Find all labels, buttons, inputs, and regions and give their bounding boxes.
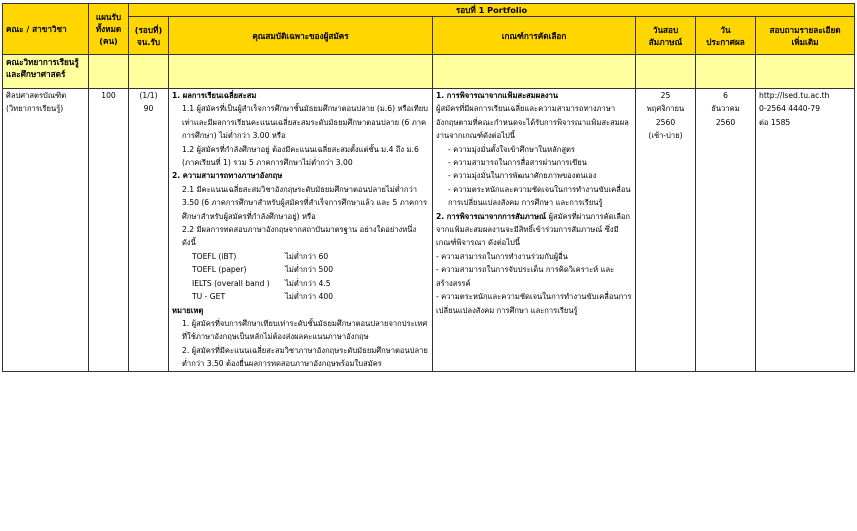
announce-date: 6 ธันวาคม 2560: [696, 89, 756, 372]
faculty-header: คณะ / สาขาวิชา: [3, 4, 89, 55]
faculty-name: คณะวิทยาการเรียนรู้ และศึกษาศาสตร์: [3, 55, 89, 89]
plan-count: 100: [89, 89, 129, 372]
seats-label: จน.รับ: [136, 36, 161, 47]
announce-date-header: วัน ประกาศผล: [696, 17, 756, 55]
plan-total-header: แผนรับ ทั้งหมด (คน): [89, 4, 129, 55]
faculty-section-row: [3, 55, 855, 89]
contact-header: สอบถามรายละเอียด เพิ่มเติม: [756, 17, 855, 55]
round-title-header: รอบที่ 1 Portfolio: [129, 4, 855, 17]
qual-heading-1: 1. ผลการเรียนเฉลี่ยสะสม: [172, 91, 257, 100]
interview-date: 25 พฤศจิกายน 2560 (เช้า-บ่าย): [636, 89, 696, 372]
qual-1-2: 1.2 ผู้สมัครที่กำลังศึกษาอยู่ ต้องมีคะแนนเฉลี่ยสะสมตั้งแต่ชั้น ม.4 ถึง ม.6 (ภาคเรียนที่ 1) รวม 5 ภาคการศึกษาไม่ต่ำกว่า 3.00: [182, 144, 419, 168]
score-test: TU - GET: [192, 292, 226, 302]
score-min: ไม่ต่ำกว่า 60: [285, 251, 329, 261]
score-min: ไม่ต่ำกว่า 4.5: [285, 278, 331, 288]
program-name: ศิลปศาสตรบัณฑิต (วิทยาการเรียนรู้): [3, 89, 89, 372]
criteria-2-item: - ความตระหนักและความชัดเจนในการทำงานขับเคลื่อนการเปลี่ยนแปลงสังคม การศึกษา และการเรียนรู้: [436, 292, 632, 315]
criteria-2-item: - ความสามารถในการทำงานร่วมกับผู้อื่น: [436, 251, 568, 261]
program-row: [3, 89, 855, 372]
round-value: (1/1): [139, 91, 158, 100]
note-2: 2. ผู้สมัครที่มีคะแนนเฉลี่ยสะสมวิชาภาษาอังกฤษระดับมัธยมศึกษาตอนปลายต่ำกว่า 3.50 ต้องยื่นผลการทดสอบภาษาอังกฤษพร้อมใบสมัคร: [182, 345, 428, 369]
qualifications-header: คุณสมบัติเฉพาะของผู้สมัคร: [169, 17, 433, 55]
qual-2-1: 2.1 มีคะแนนเฉลี่ยสะสมวิชาอังกฤษระดับมัธยมศึกษาตอนปลายไม่ต่ำกว่า 3.50 (6 ภาคการศึกษาสำหรับผู้สมัครที่สำเร็จการศึกษาแล้ว และ 5 ภาคการศึกษาสำหรับผู้สมัครที่กำลังศึกษาอยู่) หรือ: [182, 184, 428, 221]
score-test: TOEFL (paper): [192, 265, 247, 275]
score-row: [172, 290, 429, 303]
note-title: หมายเหตุ: [172, 305, 204, 315]
qualifications-cell: [169, 89, 433, 372]
criteria-cell: [433, 89, 636, 372]
seats-value: 90: [143, 104, 154, 114]
admission-table: [2, 3, 855, 372]
contact-info: http://lsed.tu.ac.th 0-2564 4440-79 ต่อ 1585: [756, 89, 855, 372]
criteria-2-intro: ผู้สมัครที่ผ่านการคัดเลือกจากแฟ้มสะสมผลงานจะมีสิทธิ์เข้าร่วมการสัมภาษณ์ ซึ่งมีเกณฑ์พิจารณา ดังต่อไปนี้: [436, 211, 631, 248]
score-test: TOEFL (iBT): [192, 251, 237, 261]
criteria-heading-2: 2. การพิจารณาจากการสัมภาษณ์: [436, 211, 547, 221]
criteria-2-item: - ความสามารถในการจับประเด็น การคิดวิเคราะห์ และสร้างสรรค์: [436, 265, 615, 288]
criteria-1-item: - ความมุ่งมั่นตั้งใจเข้าศึกษาในหลักสูตร: [448, 144, 576, 154]
criteria-1-item: - ความตระหนักและความชัดเจนในการทำงานขับเคลื่อนการเปลี่ยนแปลงสังคม การศึกษา และการเรียนรู้: [448, 184, 631, 208]
criteria-1-item: - ความมุ่งมั่นในการพัฒนาศักยภาพของตนเอง: [448, 171, 597, 181]
qual-1-1: 1.1 ผู้สมัครที่เป็นผู้สำเร็จการศึกษาชั้นมัธยมศึกษาตอนปลาย (ม.6) หรือเทียบเท่าและมีผลการเรียนคะแนนเฉลี่ยสะสมระดับมัธยมศึกษาตอนปลาย (6 ภาคการศึกษา) ไม่ต่ำกว่า 3.00 หรือ: [182, 104, 428, 141]
score-min: ไม่ต่ำกว่า 400: [285, 292, 334, 302]
round-label: (รอบที่): [134, 24, 163, 35]
round-seats: [129, 89, 169, 372]
criteria-1-intro: ผู้สมัครที่มีผลการเรียนเฉลี่ยและความสามารถทางภาษาอังกฤษตามที่คณะกำหนดจะได้รับการพิจารณาแฟ้มสะสมผลงานจากเกณฑ์ดังต่อไปนี้: [436, 104, 629, 141]
score-test: IELTS (overall band ): [192, 278, 270, 288]
round-seats-header: [129, 17, 169, 55]
criteria-1-item: - ความสามารถในการสื่อสารผ่านการเขียน: [448, 158, 587, 168]
note-1: 1. ผู้สมัครที่จบการศึกษาเทียบเท่าระดับชั้นมัธยมศึกษาตอนปลายจากประเทศที่ใช้ภาษาอังกฤษเป็นหลักไม่ต้องส่งผลคะแนนภาษาอังกฤษ: [182, 318, 428, 342]
criteria-header: เกณฑ์การคัดเลือก: [433, 17, 636, 55]
score-row: [172, 263, 429, 276]
score-row: [172, 250, 429, 263]
qual-2-2: 2.2 มีผลการทดสอบภาษาอังกฤษจากสถาบันมาตรฐาน อย่างใดอย่างหนึ่ง ดังนี้: [182, 225, 417, 248]
criteria-2-block: [436, 210, 632, 250]
score-row: [172, 277, 429, 290]
interview-date-header: วันสอบ สัมภาษณ์: [636, 17, 696, 55]
score-min: ไม่ต่ำกว่า 500: [285, 265, 334, 275]
criteria-heading-1: 1. การพิจารณาจากแฟ้มสะสมผลงาน: [436, 91, 559, 100]
qual-heading-2: 2. ความสามารถทางภาษาอังกฤษ: [172, 171, 283, 181]
